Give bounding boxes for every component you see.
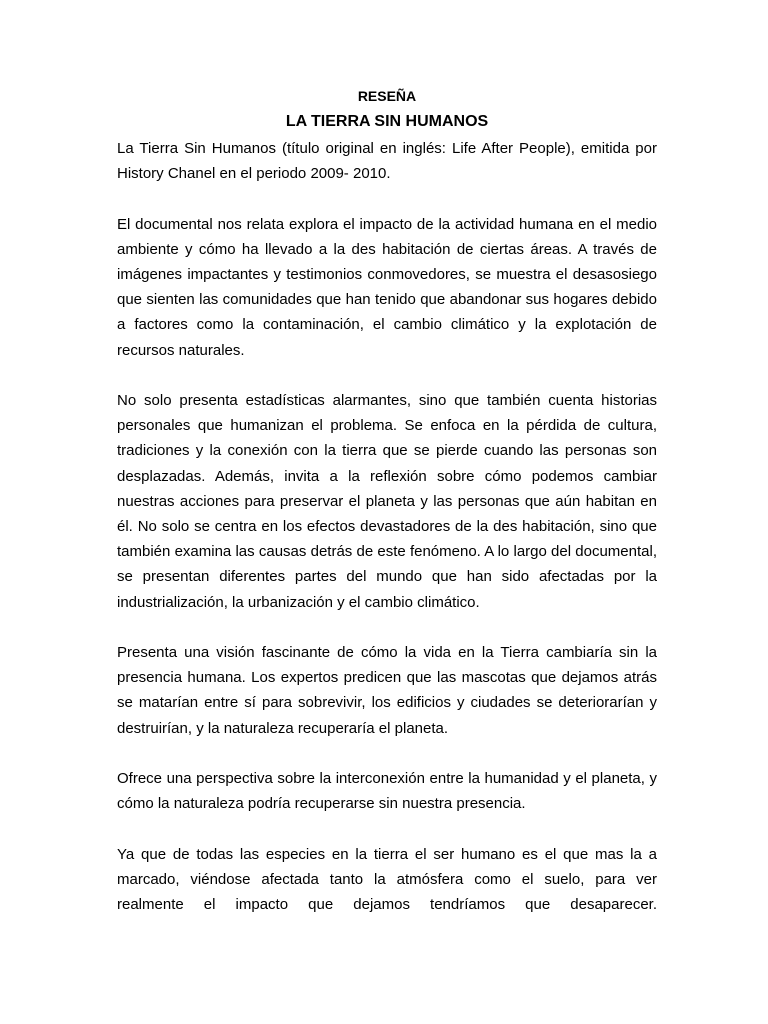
paragraph-conclusion: Ya que de todas las especies en la tierra el ser humano es el que mas la a marcado, viéndose afectada tanto la atmósfera como el suelo, para ver realmente el impacto que dejamos tendríamos que desaparecer.: [117, 845, 657, 914]
paragraph-vision: Presenta una visión fascinante de cómo la vida en la Tierra cambiaría sin la presencia humana. Los expertos predicen que las mascotas que dejamos atrás se matarían entre sí para sobrevivir, los edificios y ciudades se deteriorarían y destruirían, y la naturaleza recuperaría el planeta.: [117, 644, 657, 737]
document-page: [117, 86, 657, 917]
paragraph-intro: La Tierra Sin Humanos (título original en inglés: Life After People), emitida por History Chanel en el periodo 2009- 2010.: [117, 140, 657, 183]
paragraph-estadisticas: No solo presenta estadísticas alarmantes, sino que también cuenta historias personales que humanizan el problema. Se enfoca en la pérdida de cultura, tradiciones y la conexión con la tierra que se pierde cuando las personas son desplazadas. Además, invita a la reflexión sobre cómo podemos cambiar nuestras acciones para preservar el planeta y las personas que aún habitan en él. No solo se centra en los efectos devastadores de la des habitación, sino que también examina las causas detrás de este fenómeno. A lo largo del documental, se presentan diferentes partes del mundo que han sido afectadas por la industrialización, la urbanización y el cambio climático.: [117, 392, 657, 611]
paragraph-documental: El documental nos relata explora el impacto de la actividad humana en el medio ambiente y cómo ha llevado a la des habitación de ciertas áreas. A través de imágenes impactantes y testimonios conmovedores, se muestra el desasosiego que sienten las comunidades que han tenido que abandonar sus hogares debido a factores como la contaminación, el cambio climático y la explotación de recursos naturales.: [117, 215, 657, 359]
paragraph-perspectiva: Ofrece una perspectiva sobre la interconexión entre la humanidad y el planeta, y cómo la naturaleza podría recuperarse sin nuestra presencia.: [117, 770, 657, 813]
document-title: LA TIERRA SIN HUMANOS: [285, 113, 489, 130]
document-label: RESEÑA: [357, 88, 417, 104]
